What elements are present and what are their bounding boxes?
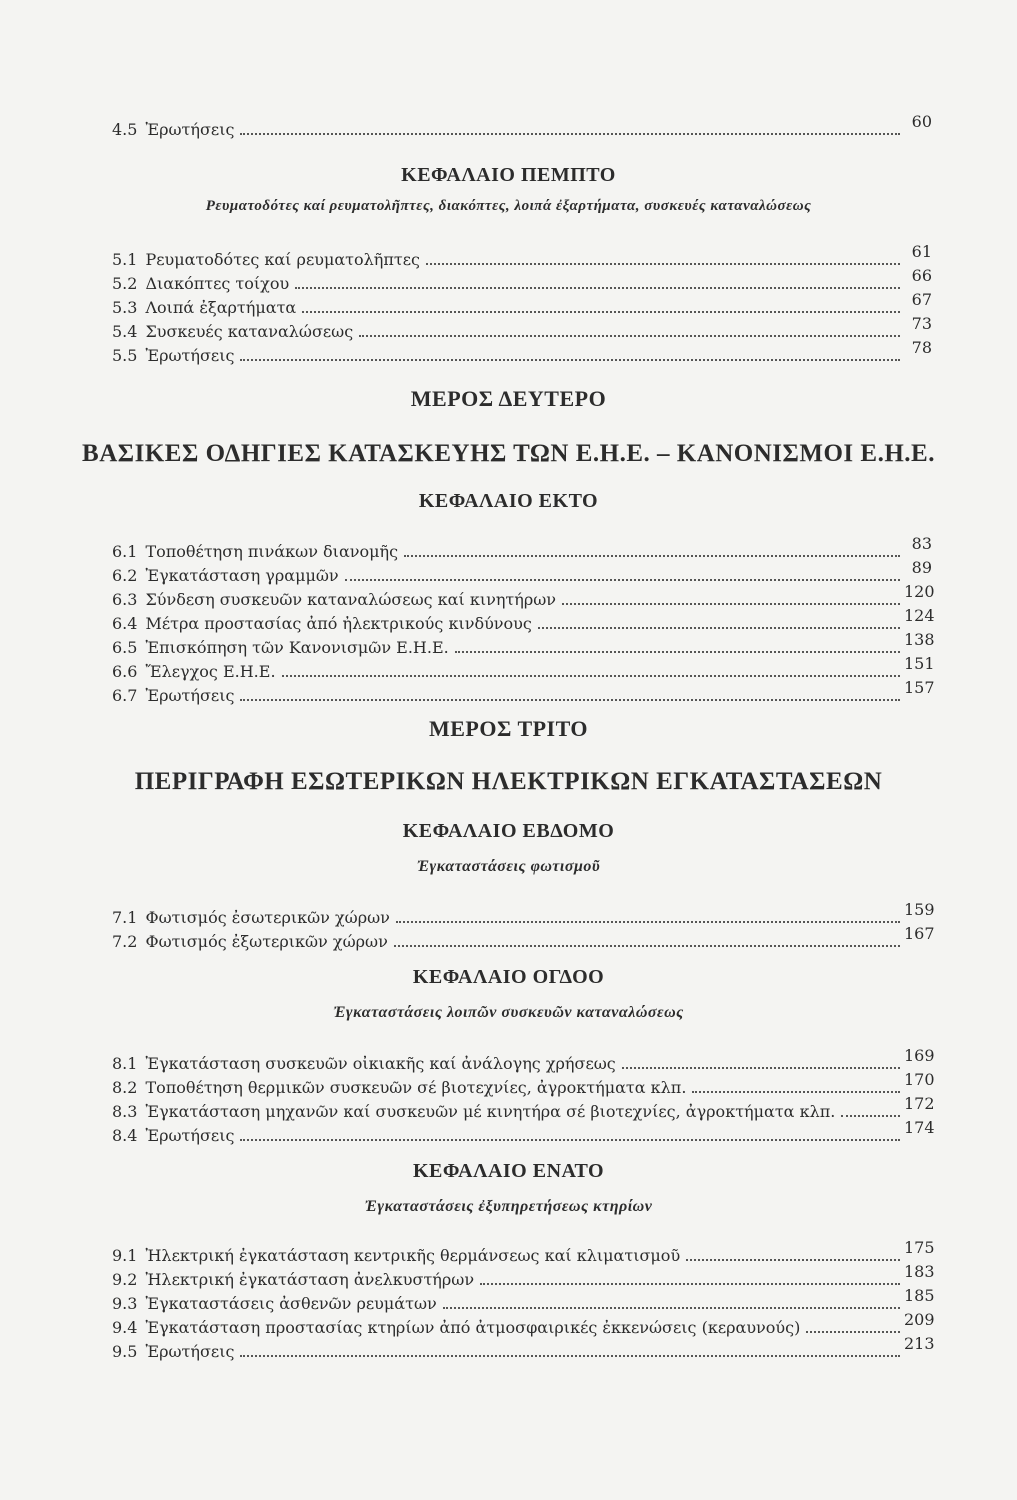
entry-number: 6.1 (112, 542, 138, 561)
dot-leader (426, 263, 900, 265)
part-3-title: ΠΕΡΙΓΡΑΦΗ ΕΣΩΤΕΡΙΚΩΝ ΗΛΕΚΤΡΙΚΩΝ ΕΓΚΑΤΑΣΤΑΣΕΩΝ (134, 768, 883, 795)
entry-page: 120 (904, 582, 935, 601)
toc-entry (112, 534, 932, 562)
entry-title: Συσκευές καταναλώσεως (145, 322, 354, 341)
entry-page: 73 (911, 314, 932, 333)
entry-number: 5.2 (112, 274, 138, 293)
entry-page: 157 (904, 678, 935, 697)
chapter-8-subtitle: Ἐγκαταστάσεις λοιπῶν συσκευῶν καταναλώσεως (333, 1004, 684, 1021)
dot-leader (622, 1067, 900, 1069)
entry-page: 175 (904, 1238, 935, 1257)
dot-leader (240, 1139, 900, 1141)
entry-number: 6.7 (112, 686, 138, 705)
toc-entry (112, 338, 932, 366)
entry-number: 8.3 (112, 1102, 138, 1121)
dot-leader (295, 287, 900, 289)
entry-number: 9.3 (112, 1294, 138, 1313)
dot-leader (359, 335, 900, 337)
dot-leader (455, 651, 900, 653)
dot-leader (240, 1355, 900, 1357)
entry-title: Ἐρωτήσεις (145, 1126, 235, 1145)
dot-leader (302, 311, 900, 313)
entry-number: 9.5 (112, 1342, 138, 1361)
dot-leader (394, 945, 900, 947)
entry-page: 170 (904, 1070, 935, 1089)
entry-page: 167 (904, 924, 935, 943)
entry-number: 7.2 (112, 932, 138, 951)
entry-page: 67 (911, 290, 932, 309)
entry-title: Φωτισμός ἐσωτερικῶν χώρων (145, 908, 390, 927)
entry-title: Ἐρωτήσεις (145, 120, 235, 139)
entry-number: 6.5 (112, 638, 138, 657)
entry-page: 159 (904, 900, 935, 919)
entry-page: 124 (904, 606, 935, 625)
toc-entry (112, 1094, 935, 1122)
entry-number: 5.5 (112, 346, 138, 365)
chapter-9-subtitle: Ἐγκαταστάσεις ἐξυπηρετήσεως κτηρίων (364, 1198, 653, 1215)
toc-entry (112, 1046, 935, 1074)
dot-leader (443, 1307, 900, 1309)
dot-leader (480, 1283, 900, 1285)
chapter-6-heading: ΚΕΦΑΛΑΙΟ ΕΚΤΟ (418, 490, 599, 512)
entry-title: Ἐγκατάσταση συσκευῶν οἰκιακῆς καί ἀνάλογης χρήσεως (145, 1054, 616, 1073)
entry-page: 185 (904, 1286, 935, 1305)
dot-leader (692, 1091, 900, 1093)
dot-leader (538, 627, 900, 629)
entry-title: Ἐρωτήσεις (145, 1342, 235, 1361)
toc-entry (112, 242, 932, 270)
entry-title: Ρευματοδότες καί ρευματολῆπτες (145, 250, 420, 269)
dot-leader (240, 359, 900, 361)
toc-entry (112, 1238, 935, 1266)
dot-leader (686, 1259, 900, 1261)
toc-entry (112, 1262, 935, 1290)
entry-page: 183 (904, 1262, 935, 1281)
entry-page: 209 (904, 1310, 935, 1329)
chapter-8-heading: ΚΕΦΑΛΑΙΟ ΟΓΔΟΟ (412, 966, 605, 988)
dot-leader (396, 921, 900, 923)
part-2-title: ΒΑΣΙΚΕΣ ΟΔΗΓΙΕΣ ΚΑΤΑΣΚΕΥΗΣ ΤΩΝ Ε.Η.Ε. – ΚΑΝΟΝΙΣΜΟΙ Ε.Η.Ε. (82, 440, 935, 467)
entry-number: 6.2 (112, 566, 138, 585)
entry-page: 169 (904, 1046, 935, 1065)
dot-leader (240, 699, 900, 701)
entry-title: Ἐπισκόπηση τῶν Κανονισμῶν Ε.Η.Ε. (145, 638, 449, 657)
entry-number: 9.1 (112, 1246, 138, 1265)
entry-number: 5.4 (112, 322, 138, 341)
entry-title: Σύνδεση συσκευῶν καταναλώσεως καί κινητήρων (145, 590, 557, 609)
entry-title: Ἐγκατάσταση γραμμῶν (145, 566, 339, 585)
entry-page: 66 (911, 266, 932, 285)
entry-title: Τοποθέτηση πινάκων διανομῆς (145, 542, 399, 561)
entry-title: Φωτισμός ἐξωτερικῶν χώρων (145, 932, 388, 951)
dot-leader (841, 1115, 900, 1117)
toc-entry (112, 678, 935, 706)
entry-page: 89 (911, 558, 932, 577)
chapter-5-subtitle: Ρευματοδότες καί ρευματολῆπτες, διακόπτες, λοιπά ἐξαρτήματα, συσκευές καταναλώσεως (205, 198, 812, 214)
entry-page: 151 (904, 654, 935, 673)
entry-title: Ἐγκατάσταση προστασίας κτηρίων ἀπό ἀτμοσφαιρικές ἐκκενώσεις (κεραυνούς) (145, 1318, 801, 1337)
toc-entry (112, 1286, 935, 1314)
entry-title: Ἠλεκτρική ἐγκατάσταση κεντρικῆς θερμάνσεως καί κλιματισμοῦ (145, 1246, 681, 1265)
toc-entry (112, 266, 932, 294)
entry-title: Διακόπτες τοίχου (145, 274, 290, 293)
part-3-heading: ΜΕΡΟΣ ΤΡΙΤΟ (428, 716, 589, 741)
entry-title: Ἠλεκτρική ἐγκατάσταση ἀνελκυστήρων (145, 1270, 475, 1289)
chapter-5-heading: ΚΕΦΑΛΑΙΟ ΠΕΜΠΤΟ (401, 164, 616, 186)
toc-entry (112, 314, 932, 342)
dot-leader (404, 555, 900, 557)
entry-title: Τοποθέτηση θερμικῶν συσκευῶν σέ βιοτεχνίες, ἀγροκτήματα κλπ. (145, 1078, 687, 1097)
entry-page: 138 (904, 630, 935, 649)
entry-title: Ἐρωτήσεις (145, 346, 235, 365)
toc-entry (112, 290, 932, 318)
toc-entry (112, 630, 935, 658)
entry-page: 78 (911, 338, 932, 357)
entry-title: Ἐρωτήσεις (145, 686, 235, 705)
part-2-heading: ΜΕΡΟΣ ΔΕΥΤΕΡΟ (410, 386, 607, 411)
chapter-9-heading: ΚΕΦΑΛΑΙΟ ΕΝΑΤΟ (412, 1160, 605, 1182)
entry-number: 7.1 (112, 908, 138, 927)
toc-entry (112, 606, 935, 634)
dot-leader (806, 1331, 900, 1333)
entry-number: 9.4 (112, 1318, 138, 1337)
dot-leader (282, 675, 900, 677)
entry-title: Μέτρα προστασίας ἀπό ἠλεκτρικούς κινδύνους (145, 614, 532, 633)
entry-title: Λοιπά ἐξαρτήματα (145, 298, 297, 317)
entry-title: Ἐγκατάσταση μηχανῶν καί συσκευῶν μέ κινητήρα σέ βιοτεχνίες, ἀγροκτήματα κλπ. (145, 1102, 836, 1121)
entry-title: Ἔλεγχος Ε.Η.Ε. (145, 662, 276, 681)
entry-page: 61 (911, 242, 932, 261)
toc-entry (112, 900, 935, 928)
dot-leader (562, 603, 900, 605)
chapter-7-subtitle: Ἐγκαταστάσεις φωτισμοῦ (416, 858, 601, 875)
entry-page: 60 (911, 112, 932, 131)
dot-leader (345, 579, 900, 581)
toc-entry (112, 654, 935, 682)
dot-leader (240, 133, 900, 135)
toc-entry (112, 582, 935, 610)
toc-entry (112, 1334, 935, 1362)
entry-page: 83 (911, 534, 932, 553)
entry-title: Ἐγκαταστάσεις ἀσθενῶν ρευμάτων (145, 1294, 437, 1313)
toc-entry (112, 558, 932, 586)
entry-number: 6.3 (112, 590, 138, 609)
entry-number: 6.6 (112, 662, 138, 681)
entry-number: 4.5 (112, 120, 138, 139)
entry-number: 8.2 (112, 1078, 138, 1097)
entry-page: 213 (904, 1334, 935, 1353)
toc-entry (112, 112, 932, 140)
entry-page: 172 (904, 1094, 935, 1113)
entry-number: 5.3 (112, 298, 138, 317)
entry-number: 8.1 (112, 1054, 138, 1073)
toc-entry (112, 1118, 935, 1146)
chapter-7-heading: ΚΕΦΑΛΑΙΟ ΕΒΔΟΜΟ (402, 820, 615, 842)
entry-number: 6.4 (112, 614, 138, 633)
entry-number: 8.4 (112, 1126, 138, 1145)
entry-page: 174 (904, 1118, 935, 1137)
toc-entry (112, 924, 935, 952)
toc-entry (112, 1310, 935, 1338)
entry-number: 9.2 (112, 1270, 138, 1289)
toc-entry (112, 1070, 935, 1098)
entry-number: 5.1 (112, 250, 138, 269)
